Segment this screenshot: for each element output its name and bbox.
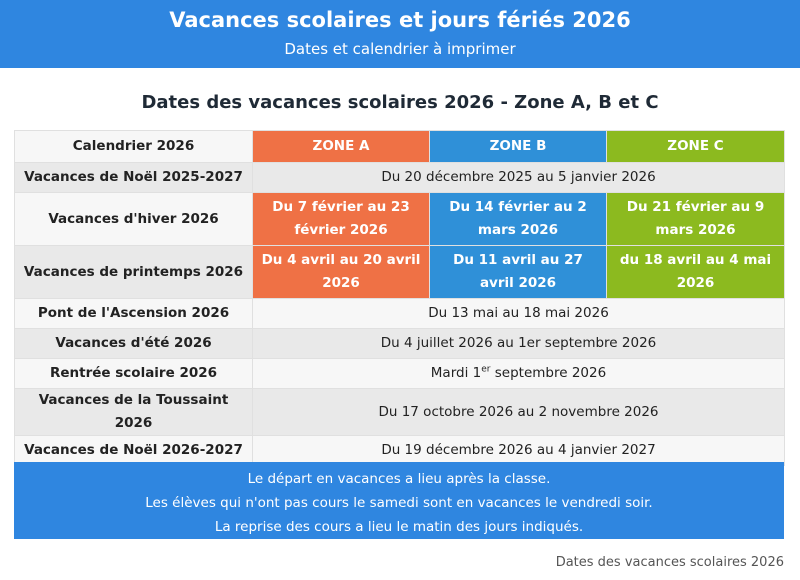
row-label: Rentrée scolaire 2026	[15, 359, 253, 389]
notes-box	[14, 462, 784, 539]
footer-caption: Dates des vacances scolaires 2026	[555, 555, 784, 570]
zone-a-dates: Du 7 février au 23 février 2026	[253, 193, 430, 246]
row-dates: Du 17 octobre 2026 au 2 novembre 2026	[253, 389, 785, 436]
zone-b-dates: Du 11 avril au 27 avril 2026	[430, 246, 607, 299]
header-banner	[0, 0, 800, 68]
note-line: La reprise des cours a lieu le matin des jours indiqués.	[214, 519, 584, 535]
zone-b-dates: Du 14 février au 2 mars 2026	[430, 193, 607, 246]
row-label: Vacances de la Toussaint 2026	[15, 389, 253, 436]
rentree-suffix: septembre 2026	[490, 365, 607, 381]
table-row	[15, 163, 785, 193]
holiday-table	[14, 130, 785, 466]
table-row	[15, 359, 785, 389]
row-dates: Du 4 juillet 2026 au 1er septembre 2026	[253, 329, 785, 359]
rentree-prefix: Mardi 1	[430, 365, 482, 381]
row-label: Vacances de printemps 2026	[15, 246, 253, 299]
page-subtitle: Dates et calendrier à imprimer	[284, 40, 516, 58]
row-dates	[253, 359, 785, 389]
table-row	[15, 436, 785, 466]
table-corner-cell: Calendrier 2026	[15, 131, 253, 163]
row-label: Vacances de Noël 2026-2027	[15, 436, 253, 466]
zone-a-dates: Du 4 avril au 20 avril 2026	[253, 246, 430, 299]
row-dates: Du 19 décembre 2026 au 4 janvier 2027	[253, 436, 785, 466]
table-row	[15, 299, 785, 329]
table-row	[15, 329, 785, 359]
zone-c-dates: Du 21 février au 9 mars 2026	[607, 193, 785, 246]
row-label: Pont de l'Ascension 2026	[15, 299, 253, 329]
zone-b-header: ZONE B	[430, 131, 607, 163]
note-line: Les élèves qui n'ont pas cours le samedi sont en vacances le vendredi soir.	[145, 495, 653, 511]
table-row	[15, 246, 785, 299]
zone-a-header: ZONE A	[253, 131, 430, 163]
note-line: Le départ en vacances a lieu après la classe.	[247, 471, 551, 487]
table-row	[15, 389, 785, 436]
row-label: Vacances d'été 2026	[15, 329, 253, 359]
table-row	[15, 193, 785, 246]
rentree-ordinal: er	[481, 364, 491, 375]
zone-c-dates: du 18 avril au 4 mai 2026	[607, 246, 785, 299]
zone-c-header: ZONE C	[607, 131, 785, 163]
page-title: Vacances scolaires et jours fériés 2026	[169, 8, 631, 32]
row-label: Vacances d'hiver 2026	[15, 193, 253, 246]
table-header-row	[15, 131, 785, 163]
section-title: Dates des vacances scolaires 2026 - Zone A, B et C	[141, 92, 659, 113]
row-dates: Du 20 décembre 2025 au 5 janvier 2026	[253, 163, 785, 193]
row-label: Vacances de Noël 2025-2027	[15, 163, 253, 193]
row-dates: Du 13 mai au 18 mai 2026	[253, 299, 785, 329]
